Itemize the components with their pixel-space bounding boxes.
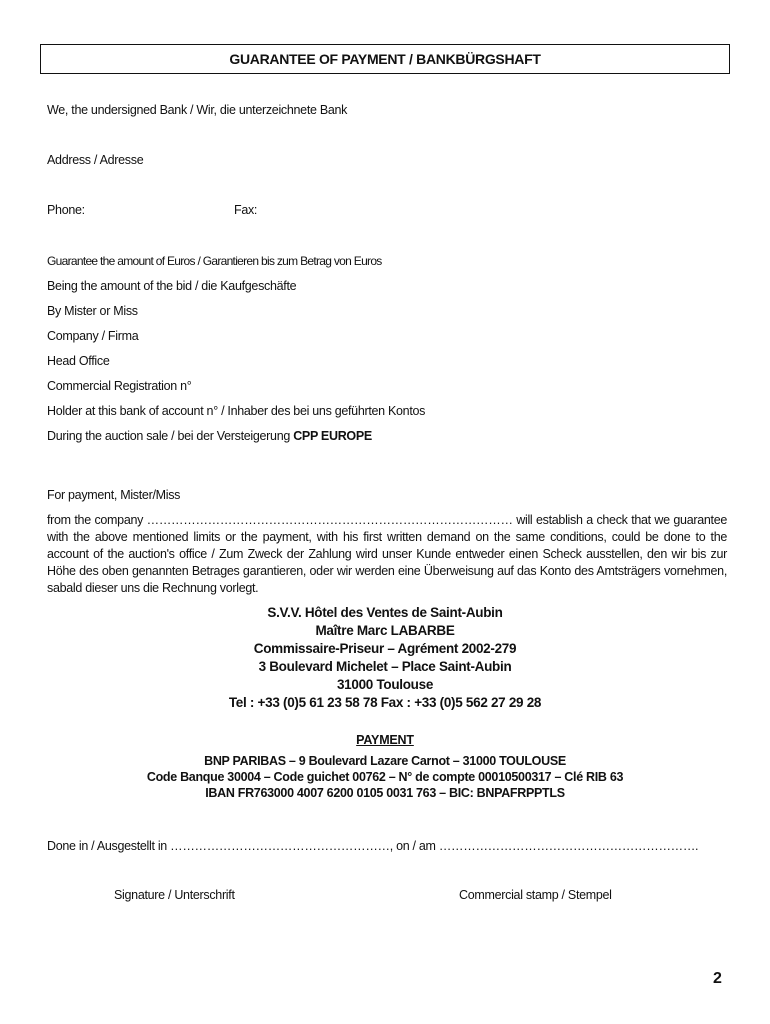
phone-label: Phone: (47, 203, 85, 217)
payment-heading: PAYMENT (356, 733, 414, 747)
document-title: GUARANTEE OF PAYMENT / BANKBÜRGSHAFT (229, 51, 541, 67)
auction-house-name: S.V.V. Hôtel des Ventes de Saint-Aubin (267, 605, 503, 620)
intro-line: We, the undersigned Bank / Wir, die unterzeichnete Bank (47, 103, 348, 117)
signature-label: Signature / Unterschrift (114, 888, 235, 902)
bank-details-block (0, 753, 770, 801)
bank-codes: Code Banque 30004 – Code guichet 00762 – N° de compte 00010500317 – Clé RIB 63 (146, 770, 624, 784)
document-title-box (40, 44, 730, 74)
field-account-holder: Holder at this bank of account n° / Inhaber des bei uns geführten Kontos (47, 404, 426, 418)
auction-house-phone-fax: Tel : +33 (0)5 61 23 58 78 Fax : +33 (0)5 562 27 29 28 (228, 695, 542, 710)
auction-line-prefix: During the auction sale / bei der Versteigerung (47, 429, 294, 443)
fax-label: Fax: (234, 203, 258, 217)
auction-house-street: 3 Boulevard Michelet – Place Saint-Aubin (258, 659, 512, 674)
field-head-office: Head Office (47, 354, 110, 368)
page-number: 2 (713, 970, 722, 987)
auction-house-city: 31000 Toulouse (336, 677, 434, 692)
auction-name: CPP EUROPE (293, 429, 372, 443)
done-in-line: Done in / Ausgestellt in ………………………………………………, on / am ………………………………………………………. (47, 839, 699, 853)
field-company: Company / Firma (47, 329, 139, 343)
payment-for-line: For payment, Mister/Miss (47, 488, 181, 502)
address-label: Address / Adresse (47, 153, 144, 167)
field-guarantee-amount: Guarantee the amount of Euros / Garantieren bis zum Betrag von Euros (47, 254, 382, 268)
auction-house-block (0, 604, 770, 712)
payment-paragraph: from the company ……………………………………………………………………………… will establish a check that we guarantee with the above mentioned limits or the payment, with his first written demand on the same conditions, could be done to the account of the auction's office / Zum Zweck der Zahlung wird unser Kunde entweder einen Scheck ausstellen, den wir bis zur Höhe des oben genannten Betrages garantieren, oder wir werden eine Überweisung auf das Konto des Amtsträgers vornehmen, sabald dieser uns die Rechnung vorlegt. (47, 513, 727, 595)
bank-iban: IBAN FR763000 4007 6200 0105 0031 763 – BIC: BNPAFRPPTLS (205, 786, 565, 800)
bank-address: BNP PARIBAS – 9 Boulevard Lazare Carnot – 31000 TOULOUSE (204, 754, 566, 768)
field-commercial-registration: Commercial Registration n° (47, 379, 192, 393)
auctioneer-agrement: Commissaire-Priseur – Agrément 2002-279 (253, 641, 517, 656)
auction-line (47, 429, 372, 443)
auctioneer-name: Maître Marc LABARBE (315, 623, 455, 638)
field-mister-miss: By Mister or Miss (47, 304, 138, 318)
payment-heading-wrap (0, 731, 770, 749)
field-bid-amount: Being the amount of the bid / die Kaufgeschäfte (47, 279, 297, 293)
commercial-stamp-label: Commercial stamp / Stempel (459, 888, 612, 902)
